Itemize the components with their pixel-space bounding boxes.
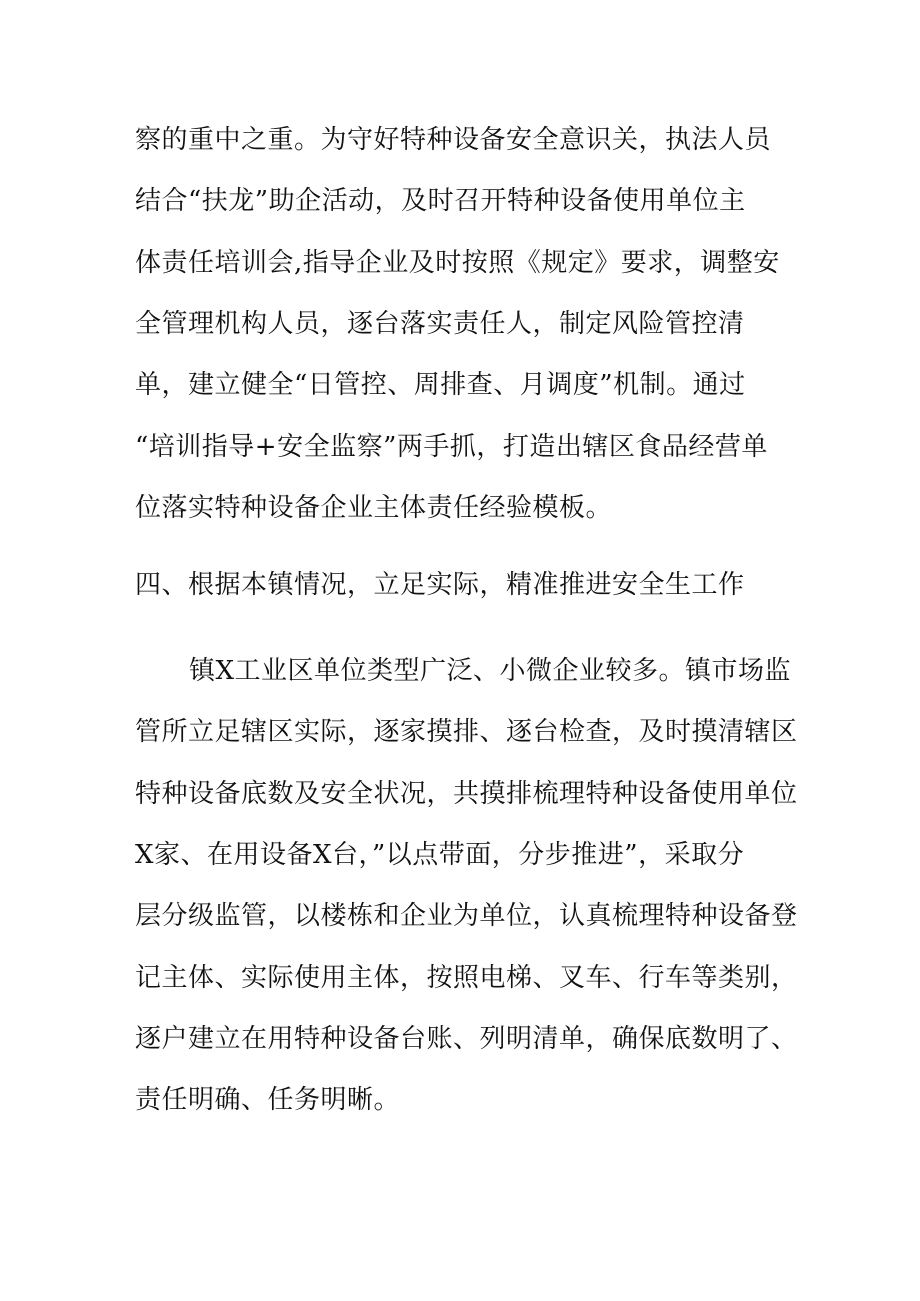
section-heading: 四、根据本镇情况，立足实际，精准推进安全生工作 [135,570,745,600]
paragraph-2-line-8: 责任明确、任务明晰。 [135,1085,401,1115]
paragraph-2-line-2: 管所立足辖区实际，逐家摸排、逐台检查，及时摸清辖区 [135,717,798,747]
paragraph-2-line-1: 镇X工业区单位类型广泛、小微企业较多。镇市场监 [189,656,792,686]
paragraph-1-line-4: 全管理机构人员，逐台落实责任人，制定风险管控清 [135,309,745,339]
paragraph-1-line-3: 体责任培训会,指导企业及时按照《规定》要求，调整安 [135,248,780,278]
paragraph-1-line-2: 结合“扶龙”助企活动，及时召开特种设备使用单位主 [135,186,746,216]
paragraph-1-line-7: 位落实特种设备企业主体责任经验模板。 [135,493,613,523]
paragraph-2-line-7: 逐户建立在用特种设备台账、列明清单，确保底数明了、 [135,1024,798,1054]
paragraph-2-line-4: X家、在用设备X台，”以点带面，分步推进”，采取分 [135,840,745,870]
paragraph-1-line-6: “培训指导+安全监察”两手抓，打造出辖区食品经营单 [135,432,768,462]
paragraph-2-line-5: 层分级监管，以楼栋和企业为单位，认真梳理特种设备登 [135,901,798,931]
paragraph-1-line-1: 察的重中之重。为守好特种设备安全意识关，执法人员 [135,125,772,155]
paragraph-2-line-6: 记主体、实际使用主体，按照电梯、叉车、行车等类别， [135,963,798,993]
paragraph-2-line-3: 特种设备底数及安全状况，共摸排梳理特种设备使用单位 [135,779,798,809]
paragraph-1-line-5: 单，建立健全“日管控、周排查、月调度”机制。通过 [135,370,746,400]
